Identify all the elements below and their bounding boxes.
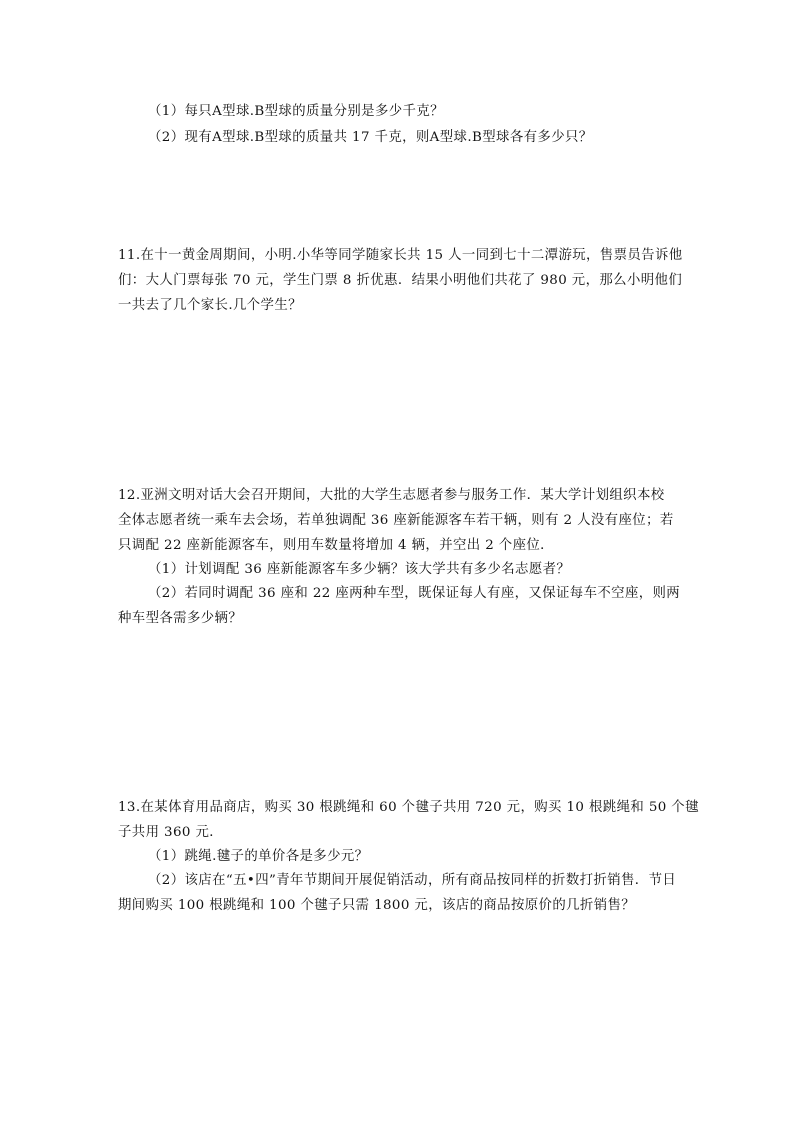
- problem-13-part-2-line-1: （2）该店在“五•四”青年节期间开展促销活动，所有商品按同样的折数打折销售．节日: [148, 873, 677, 888]
- problem-13-part-1: （1）跳绳.毽子的单价各是多少元？: [148, 849, 369, 864]
- problem-12-line-1: 12.亚洲文明对话大会召开期间，大批的大学生志愿者参与服务工作．某大学计划组织本校: [118, 488, 665, 503]
- problem-13-part-2-line-2: 期间购买 100 根跳绳和 100 个毽子只需 1800 元，该店的商品按原价的几折销售？: [118, 898, 636, 913]
- problem-12-part-2-line-1: （2）若同时调配 36 座和 22 座两种车型，既保证每人有座，又保证每车不空座，则两: [148, 586, 681, 601]
- problem-12-part-2-line-2: 种车型各需多少辆？: [118, 611, 243, 626]
- question-10-part-1: （1）每只A型球.B型球的质量分别是多少千克？: [148, 104, 444, 119]
- question-10-part-2: （2）现有A型球.B型球的质量共 17 千克，则A型球.B型球各有多少只？: [148, 130, 593, 145]
- problem-12-line-3: 只调配 22 座新能源客车，则用车数量将增加 4 辆，并空出 2 个座位．: [118, 538, 554, 553]
- problem-13-line-1: 13.在某体育用品商店，购买 30 根跳绳和 60 个毽子共用 720 元，购买 10 根跳绳和 50 个毽: [118, 800, 699, 815]
- problem-11-line-1: 11.在十一黄金周期间，小明.小华等同学随家长共 15 人一同到七十二潭游玩，售票员告诉他: [118, 248, 683, 263]
- problem-12-part-1: （1）计划调配 36 座新能源客车多少辆？该大学共有多少名志愿者？: [148, 562, 571, 577]
- problem-11-line-2: 们：大人门票每张 70 元，学生门票 8 折优惠．结果小明他们共花了 980 元，那么小明他们: [118, 273, 683, 288]
- problem-12-line-2: 全体志愿者统一乘车去会场，若单独调配 36 座新能源客车若干辆，则有 2 人没有座位；若: [118, 513, 674, 528]
- problem-13-line-2: 子共用 360 元．: [118, 825, 224, 840]
- problem-11-line-3: 一共去了几个家长.几个学生？: [118, 298, 302, 313]
